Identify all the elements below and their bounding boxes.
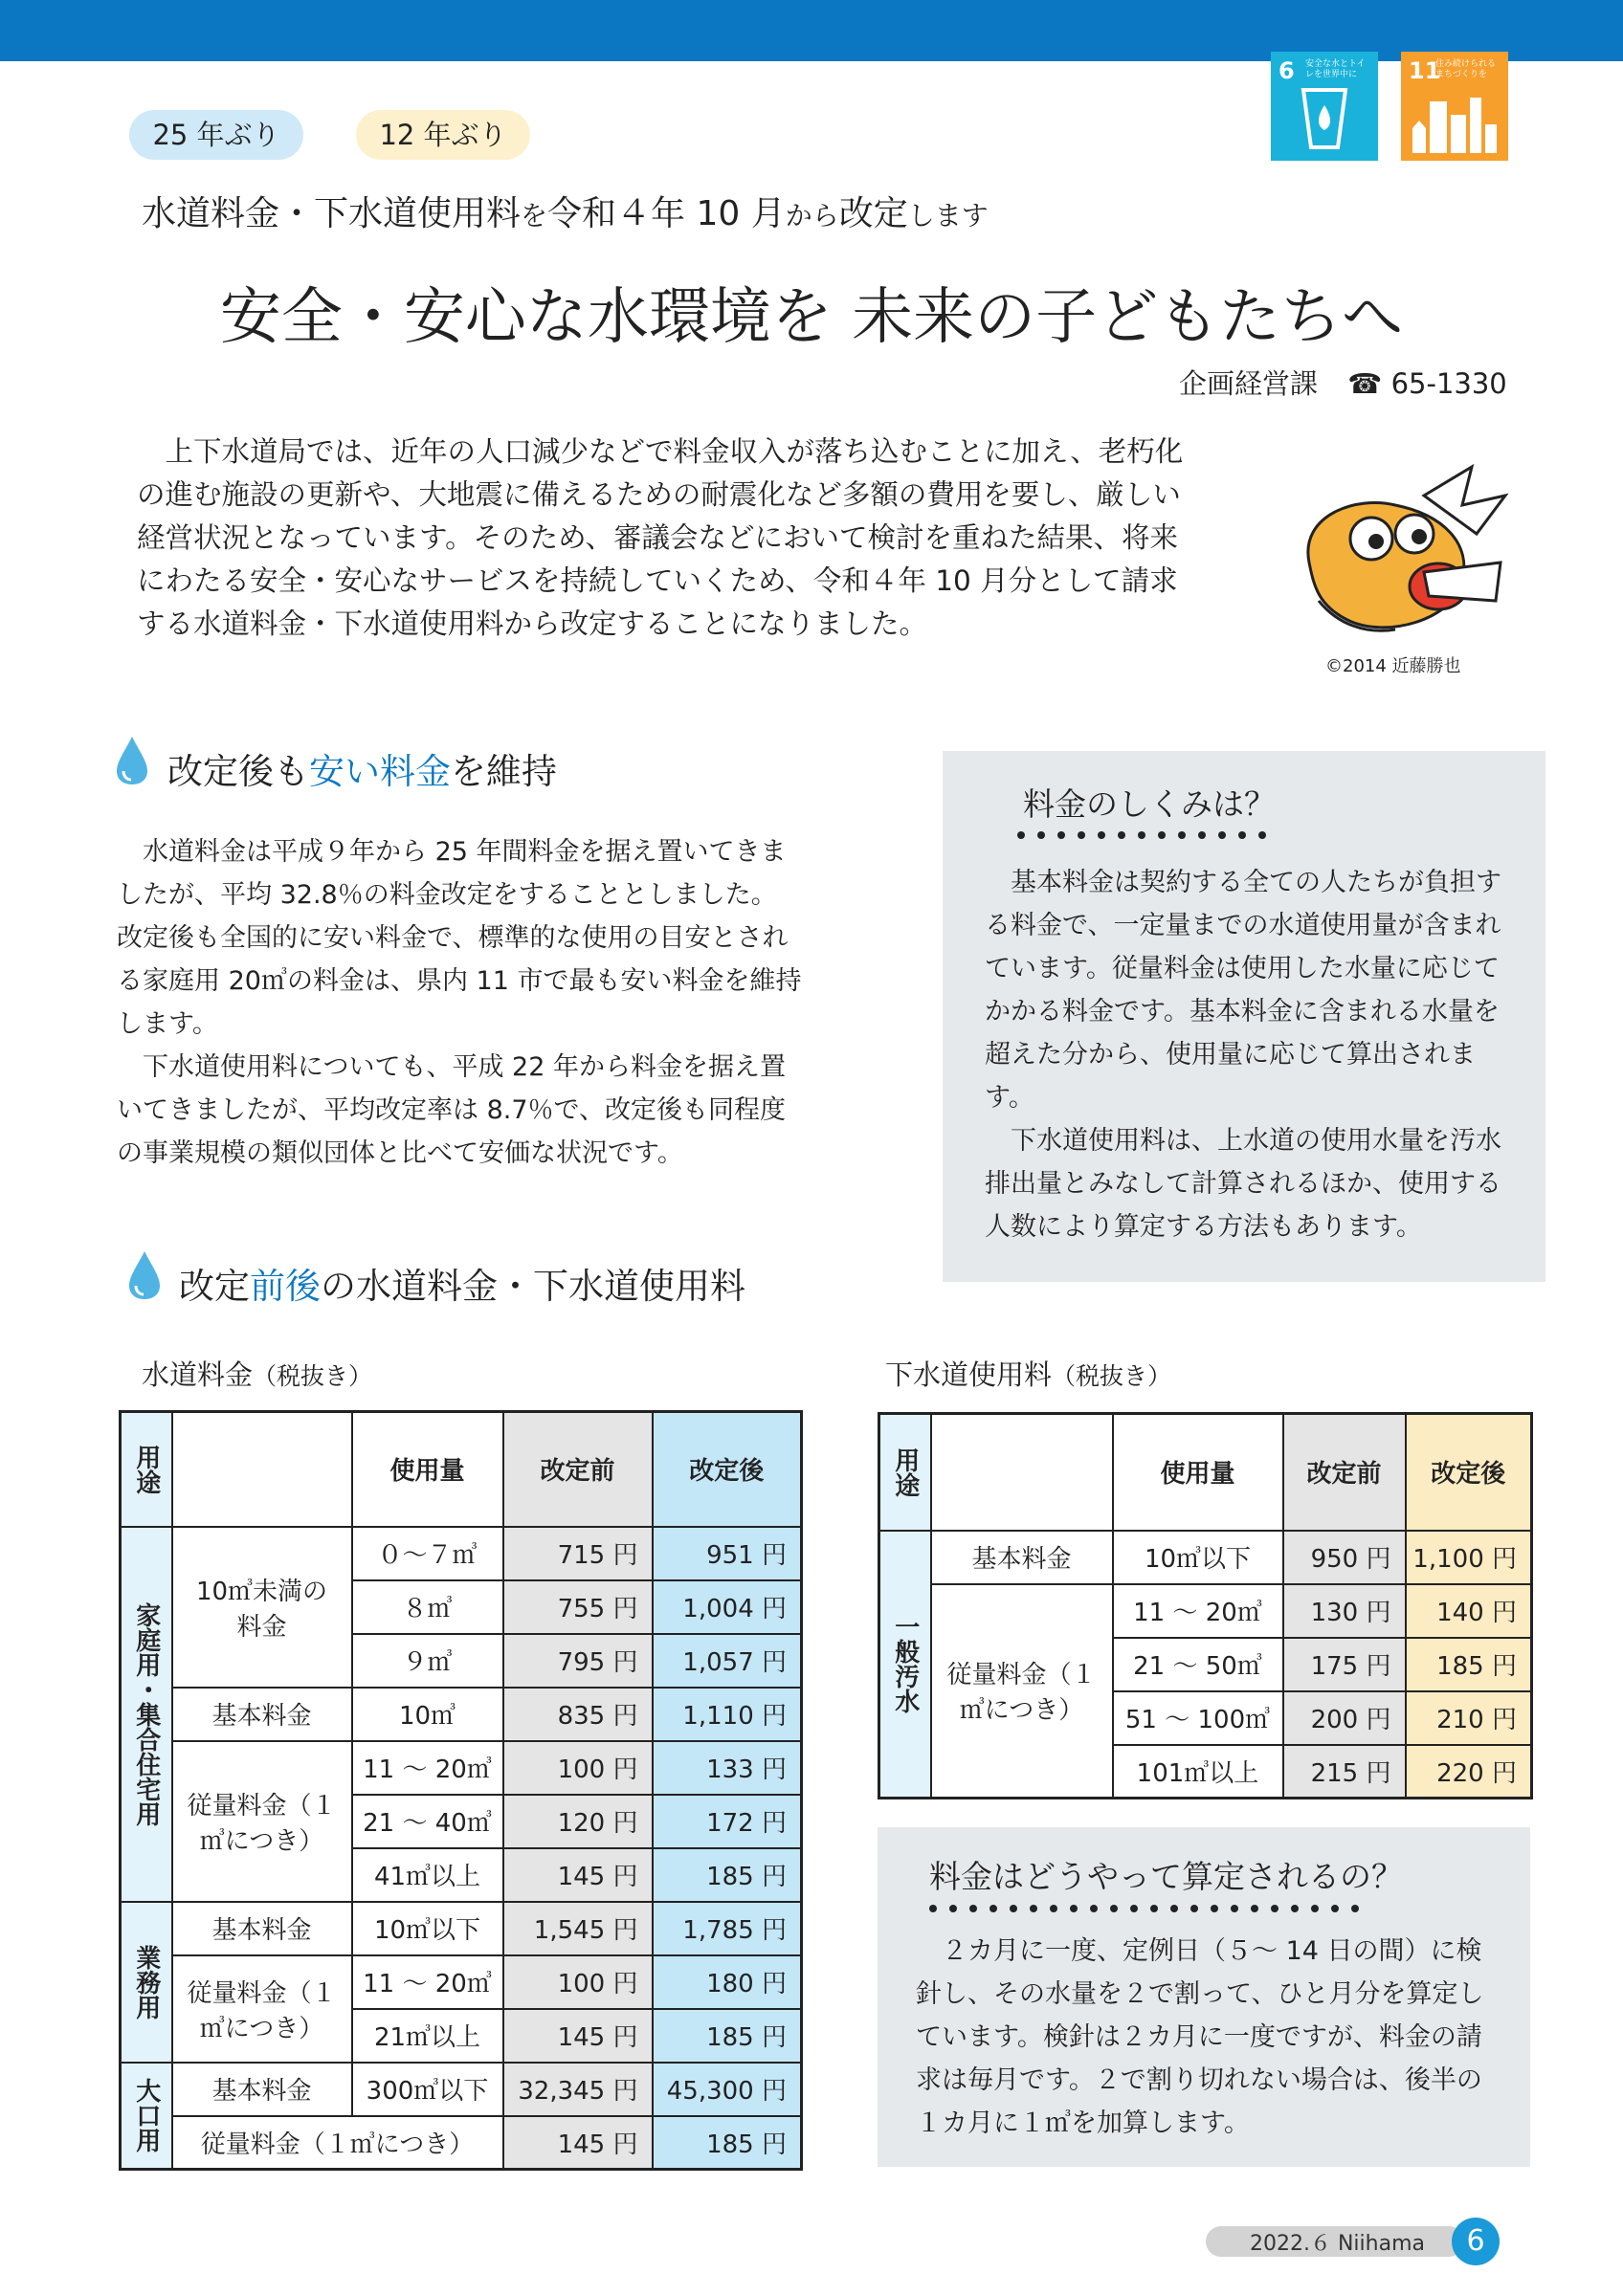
cell-before: 120 円 <box>503 1795 653 1848</box>
table-row <box>121 2116 802 2170</box>
cell-after: 1,110 円 <box>653 1688 802 1741</box>
water-drop-icon <box>115 735 149 786</box>
label-basic: 基本料金 <box>172 1902 352 1955</box>
cell-after: 140 円 <box>1406 1584 1532 1638</box>
table-row <box>121 1527 802 1580</box>
table-header-row <box>879 1414 1532 1531</box>
caption-text: 下水道使用料 <box>885 1358 1053 1391</box>
cell-before: 145 円 <box>503 2009 653 2063</box>
subtitle <box>142 187 989 235</box>
group-household: 家庭用・集合住宅用 <box>121 1527 172 1902</box>
cell-after: 220 円 <box>1406 1745 1532 1799</box>
sdg-text: 住み続けられるまちづくりを <box>1435 59 1497 79</box>
label-under-10: 10㎥未満の料金 <box>172 1527 352 1688</box>
sdg-text: 安全な水とトイレを世界中に <box>1305 59 1366 79</box>
label-metered: 従量料金（１㎥につき） <box>172 1741 352 1902</box>
heading-part: の水道料金・下水道使用料 <box>321 1266 745 1307</box>
caption-text: 水道料金 <box>142 1358 254 1391</box>
cell-before: 100 円 <box>503 1741 653 1795</box>
cell-before: 950 円 <box>1283 1531 1406 1584</box>
subtitle-part: 水道料金・下水道使用料 <box>142 194 522 233</box>
header-before: 改定前 <box>1283 1414 1406 1531</box>
top-banner <box>0 0 1623 61</box>
paragraph: ２カ月に一度、定例日（５～ 14 日の間）に検針し、その水量を２で割って、ひと月分を算定しています。検針は２カ月に一度ですが、料金の請求は毎月です。２で割り切れない場合は、後半の１カ月に１㎥を加算します。 <box>916 1936 1484 2138</box>
billing-calculation-box <box>878 1827 1530 2167</box>
label-metered: 従量料金（１㎥につき） <box>931 1584 1113 1799</box>
sewer-rate-table <box>878 1412 1533 1799</box>
cell-amount: 11 ～ 20㎥ <box>352 1955 503 2009</box>
cell-before: 215 円 <box>1283 1745 1406 1799</box>
cell-after: 185 円 <box>653 1848 802 1902</box>
subtitle-part: 令和４年 10 月 <box>547 194 786 233</box>
group-large: 大口用 <box>121 2063 172 2170</box>
subtitle-part: します <box>907 200 989 232</box>
label-basic: 基本料金 <box>931 1531 1113 1584</box>
water-drop-icon <box>127 1249 162 1301</box>
cell-amount: 10㎥以下 <box>1113 1531 1283 1584</box>
page-number: 6 <box>1452 2218 1500 2265</box>
intro-text: 上下水道局では、近年の人口減少などで料金収入が落ち込むことに加え、老朽化の進む施設の更新や、大地震に備えるための耐震化など多額の費用を要し、厳しい経営状況となっています。そのため、審議会などにおいて検討を重ねた結果、将来にわたる安全・安心なサービスを持続していくため、令和４年 10 月分として請求する水道料金・下水道使用料から改定することになりました。 <box>137 435 1184 640</box>
cell-amount: 21 ～ 50㎥ <box>1113 1638 1283 1691</box>
heading-part: を維持 <box>451 751 557 792</box>
cell-after: 180 円 <box>653 1955 802 2009</box>
section-heading-keep-low-rates <box>167 742 557 794</box>
subtitle-part: から <box>785 200 839 232</box>
paragraph: 下水道使用料は、上水道の使用水量を汚水排出量とみなして計算されるほか、使用する人数により算定する方法もあります。 <box>985 1126 1501 1242</box>
sewer-table-caption <box>885 1354 1171 1393</box>
cell-amount: 10㎥ <box>352 1688 503 1741</box>
caption-note: （税抜き） <box>1052 1362 1172 1390</box>
subtitle-part: を <box>521 200 548 232</box>
box-body <box>916 1930 1500 2145</box>
heading-part: 改定後も <box>167 751 309 792</box>
water-glass-icon <box>1298 84 1351 153</box>
cell-amount: 51 ～ 100㎥ <box>1113 1691 1283 1745</box>
illustration-credit: ©2014 近藤勝也 <box>1325 656 1461 676</box>
cell-before: 715 円 <box>503 1527 653 1580</box>
cell-before: 755 円 <box>503 1580 653 1634</box>
sdg-number: 6 <box>1278 57 1295 84</box>
cell-before: 100 円 <box>503 1955 653 2009</box>
caption-note: （税抜き） <box>253 1362 373 1390</box>
cell-before: 145 円 <box>503 1848 653 1902</box>
cell-after: 185 円 <box>653 2009 802 2063</box>
cell-after: 185 円 <box>1406 1638 1532 1691</box>
intro-paragraph <box>137 430 1197 646</box>
box-body <box>985 861 1511 1248</box>
cell-amount: ８㎥ <box>352 1580 503 1634</box>
cell-after: 210 円 <box>1406 1691 1532 1745</box>
header-blank <box>172 1412 352 1527</box>
section1-body <box>117 830 802 1175</box>
subtitle-part: 改定 <box>838 194 908 233</box>
cell-before: 175 円 <box>1283 1638 1406 1691</box>
cell-before: 200 円 <box>1283 1691 1406 1745</box>
cell-before: 835 円 <box>503 1688 653 1741</box>
sdg-6-icon <box>1271 52 1378 161</box>
paragraph: 基本料金は契約する全ての人たちが負担する料金で、一定量までの水道使用量が含まれています。従量料金は使用した水量に応じてかかる料金です。基本料金に含まれる水量を超えた分から、使用量に応じて算出されます。 <box>985 868 1501 1113</box>
header-amount: 使用量 <box>352 1412 503 1527</box>
section-heading-before-after <box>179 1257 745 1309</box>
cell-amount: 300㎥以下 <box>352 2063 503 2116</box>
table-row <box>121 1902 802 1955</box>
department-contact <box>1179 363 1507 402</box>
table-row <box>121 1741 802 1795</box>
label-metered: 従量料金（１㎥につき） <box>172 1955 352 2063</box>
box-title: 料金はどうやって算定されるの？ <box>929 1858 1403 1895</box>
cell-amount: 10㎥以下 <box>352 1902 503 1955</box>
header-after: 改定後 <box>1406 1414 1532 1531</box>
cell-amount: 21 ～ 40㎥ <box>352 1795 503 1848</box>
badge-12-years: 12 年ぶり <box>356 110 530 160</box>
water-rate-table <box>119 1410 803 2171</box>
department-phone: ☎ 65-1330 <box>1347 367 1507 400</box>
table-row <box>121 1955 802 2009</box>
cell-after: 1,785 円 <box>653 1902 802 1955</box>
issue-label: 2022.６ Niihama <box>1250 2232 1425 2256</box>
sdg-number: 11 <box>1409 57 1441 84</box>
cell-after: 45,300 円 <box>653 2063 802 2116</box>
heading-part: 改定 <box>179 1266 250 1307</box>
cell-after: 172 円 <box>653 1795 802 1848</box>
dotted-underline <box>929 1905 1359 1912</box>
water-table-caption <box>142 1354 372 1393</box>
group-business: 業務用 <box>121 1902 172 2063</box>
city-buildings-icon <box>1411 90 1499 155</box>
heading-accent: 前後 <box>250 1266 321 1307</box>
cell-after: 951 円 <box>653 1527 802 1580</box>
cell-after: 1,004 円 <box>653 1580 802 1634</box>
sdg-11-icon <box>1401 52 1508 161</box>
paragraph: 下水道使用料についても、平成 22 年から料金を据え置いてきましたが、平均改定率は 8.7％で、改定後も同程度の事業規模の類似団体と比べて安価な状況です。 <box>117 1052 786 1168</box>
cell-before: 145 円 <box>503 2116 653 2170</box>
table-row <box>879 1584 1532 1638</box>
header-before: 改定前 <box>503 1412 653 1527</box>
table-row <box>121 1688 802 1741</box>
cell-after: 185 円 <box>653 2116 802 2170</box>
header-after: 改定後 <box>653 1412 802 1527</box>
cell-amount: ９㎥ <box>352 1634 503 1688</box>
cell-amount: 41㎥以上 <box>352 1848 503 1902</box>
cell-after: 1,057 円 <box>653 1634 802 1688</box>
rate-structure-box <box>943 751 1545 1282</box>
heading-accent: 安い料金 <box>309 751 451 792</box>
cell-amount: 21㎥以上 <box>352 2009 503 2063</box>
cell-before: 32,345 円 <box>503 2063 653 2116</box>
label-metered-inline: 従量料金（１㎥につき） <box>172 2116 503 2170</box>
dotted-underline <box>1017 831 1266 839</box>
cell-amount: 11 ～ 20㎥ <box>352 1741 503 1795</box>
cell-before: 1,545 円 <box>503 1902 653 1955</box>
label-basic: 基本料金 <box>172 2063 352 2116</box>
cell-before: 795 円 <box>503 1634 653 1688</box>
table-header-row <box>121 1412 802 1527</box>
group-general-sewage: 一般汚水 <box>879 1531 931 1799</box>
cell-amount: ０～７㎥ <box>352 1527 503 1580</box>
dragon-mascot-illustration <box>1280 457 1510 649</box>
box-title: 料金のしくみは？ <box>1023 785 1276 823</box>
department-name: 企画経営課 <box>1179 367 1319 400</box>
cell-amount: 101㎥以上 <box>1113 1745 1283 1799</box>
header-amount: 使用量 <box>1113 1414 1283 1531</box>
cell-after: 1,100 円 <box>1406 1531 1532 1584</box>
cell-before: 130 円 <box>1283 1584 1406 1638</box>
badge-25-years: 25 年ぶり <box>129 110 303 160</box>
cell-amount: 11 ～ 20㎥ <box>1113 1584 1283 1638</box>
header-usage-type: 用途 <box>121 1412 172 1527</box>
paragraph: 水道料金は平成９年から 25 年間料金を据え置いてきましたが、平均 32.8％の料金改定をすることとしました。改定後も全国的に安い料金で、標準的な使用の目安とされる家庭用 20㎥の料金は、県内 11 市で最も安い料金を維持します。 <box>117 837 802 1039</box>
table-row <box>879 1531 1532 1584</box>
label-basic: 基本料金 <box>172 1688 352 1741</box>
cell-after: 133 円 <box>653 1741 802 1795</box>
table-row <box>121 2063 802 2116</box>
headline: 安全・安心な水環境を 未来の子どもたちへ <box>219 282 1404 353</box>
header-blank <box>931 1414 1113 1531</box>
header-usage-type: 用途 <box>879 1414 931 1531</box>
